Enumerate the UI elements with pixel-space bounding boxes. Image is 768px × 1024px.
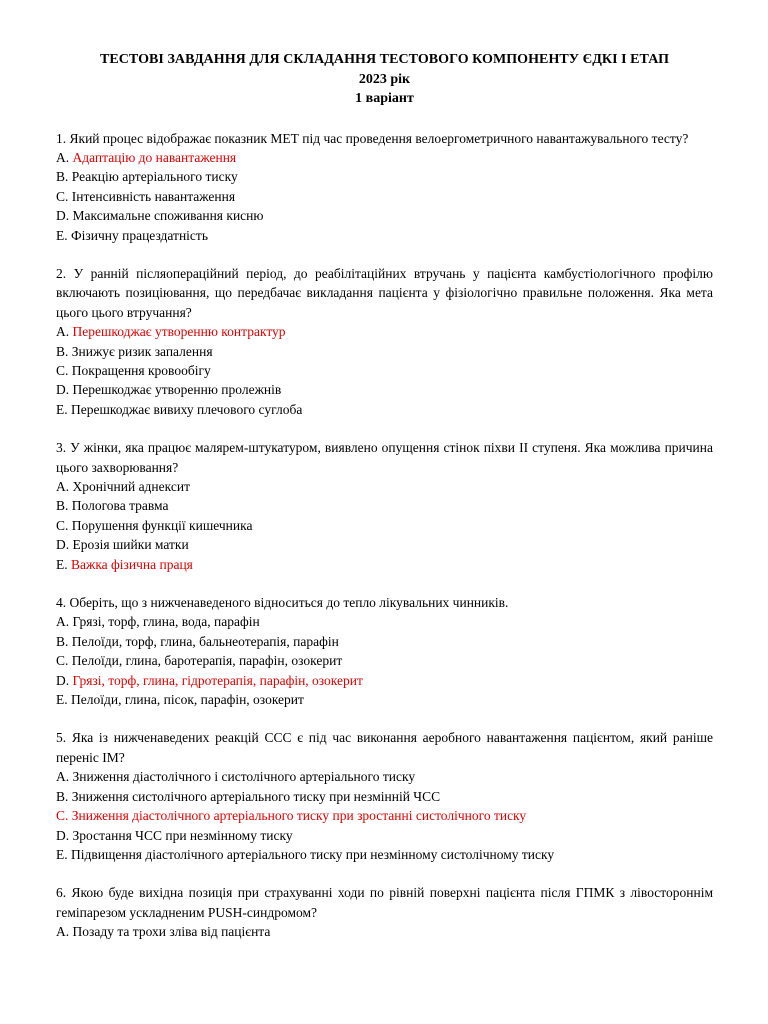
- option-letter: C.: [56, 362, 69, 378]
- option-text: Перешкоджає утворенню контрактур: [72, 324, 286, 340]
- option-text: Реакцію артеріального тиску: [71, 169, 238, 185]
- question-text: 5. Яка із нижченаведених реакцій ССС є під час виконання аеробного навантаження пацієнтом, який раніше переніс ІМ?: [56, 730, 713, 765]
- option-letter: E.: [56, 846, 68, 862]
- question-5: [56, 728, 713, 864]
- option-text: Позаду та трохи зліва від пацієнта: [72, 924, 271, 940]
- answer-option-correct: [56, 806, 713, 825]
- option-letter: B.: [56, 498, 69, 514]
- option-letter: D.: [56, 382, 70, 398]
- option-text: Ерозія шийки матки: [72, 537, 189, 553]
- question-4: [56, 593, 713, 709]
- option-letter: A.: [56, 924, 70, 940]
- question-2: [56, 264, 713, 419]
- answer-option: [56, 651, 713, 670]
- option-text: Грязі, торф, глина, вода, парафін: [72, 614, 260, 630]
- option-letter: B.: [56, 343, 69, 359]
- option-text: Пелоїди, торф, глина, бальнеотерапія, парафін: [71, 633, 339, 649]
- option-letter: A.: [56, 149, 70, 165]
- option-text: Грязі, торф, глина, гідротерапія, парафін, озокерит: [72, 672, 363, 688]
- answer-option: [56, 516, 713, 535]
- option-text: Перешкоджає утворенню пролежнів: [72, 382, 282, 398]
- option-letter: D.: [56, 672, 70, 688]
- answer-option-correct: [56, 671, 713, 690]
- answer-option: [56, 612, 713, 631]
- option-letter: B.: [56, 788, 69, 804]
- option-text: Перешкоджає вивиху плечового суглоба: [71, 401, 303, 417]
- option-letter: E.: [56, 401, 68, 417]
- option-letter: A.: [56, 769, 70, 785]
- answer-option-correct: [56, 322, 713, 341]
- option-text: Зниження діастолічного артеріального тиску при зростанні систолічного тиску: [71, 808, 527, 824]
- answer-option: [56, 922, 713, 941]
- option-letter: C.: [56, 653, 69, 669]
- option-letter: C.: [56, 517, 69, 533]
- answer-option: [56, 690, 713, 709]
- document-variant: 1 варіант: [355, 91, 414, 106]
- option-letter: A.: [56, 324, 70, 340]
- answer-option: [56, 826, 713, 845]
- option-letter: E.: [56, 227, 68, 243]
- answer-option: [56, 477, 713, 496]
- answer-option: [56, 380, 713, 399]
- answer-option: [56, 361, 713, 380]
- option-text: Зниження систолічного артеріального тиску при незмінній ЧСС: [71, 788, 441, 804]
- answer-option: [56, 787, 713, 806]
- answer-option: [56, 767, 713, 786]
- option-text: Фізичну працездатність: [71, 227, 208, 243]
- document-title: ТЕСТОВІ ЗАВДАННЯ ДЛЯ СКЛАДАННЯ ТЕСТОВОГО КОМПОНЕНТУ ЄДКІ І ЕТАП: [99, 52, 670, 67]
- option-letter: B.: [56, 169, 69, 185]
- answer-option: [56, 226, 713, 245]
- option-text: Важка фізична праця: [71, 556, 193, 572]
- option-letter: D.: [56, 537, 70, 553]
- option-text: Зниження діастолічного і систолічного артеріального тиску: [72, 769, 416, 785]
- answer-option-correct: [56, 555, 713, 574]
- answer-option: [56, 167, 713, 186]
- document-year: 2023 рік: [358, 71, 411, 87]
- answer-option-correct: [56, 148, 713, 167]
- option-text: Адаптацію до навантаження: [72, 149, 237, 165]
- option-text: Покращення кровообігу: [71, 362, 211, 378]
- question-text: 1. Який процес відображає показник МЕТ під час проведення велоергометричного навантажувального тесту?: [56, 130, 689, 146]
- option-letter: D.: [56, 827, 70, 843]
- option-letter: D.: [56, 208, 70, 224]
- question-text: 3. У жінки, яка працює малярем-штукатуром, виявлено опущення стінок піхви II ступеня. Яка можлива причина цього захворювання?: [56, 440, 713, 475]
- option-text: Пелоїди, глина, пісок, парафін, озокерит: [71, 692, 304, 708]
- test-document: [56, 50, 713, 942]
- option-text: Інтенсивність навантаження: [71, 188, 236, 204]
- option-text: Максимальне споживання кисню: [72, 208, 264, 224]
- option-text: Знижує ризик запалення: [71, 343, 213, 359]
- question-1: [56, 129, 713, 245]
- answer-option: [56, 496, 713, 515]
- option-letter: A.: [56, 614, 70, 630]
- questions-list: [56, 129, 713, 942]
- answer-option: [56, 845, 713, 864]
- question-3: [56, 438, 713, 574]
- option-letter: C.: [56, 188, 69, 204]
- option-letter: E.: [56, 556, 68, 572]
- answer-option: [56, 535, 713, 554]
- option-letter: C.: [56, 808, 69, 824]
- option-text: Хронічний аднексит: [72, 479, 190, 494]
- answer-option: [56, 187, 713, 206]
- question-text: 4. Оберіть, що з нижченаведеного відноситься до тепло лікувальних чинників.: [56, 595, 509, 611]
- option-text: Пелоїди, глина, баротерапія, парафін, озокерит: [71, 653, 343, 669]
- answer-option: [56, 342, 713, 361]
- answer-option: [56, 206, 713, 225]
- option-text: Порушення функції кишечника: [71, 517, 253, 533]
- option-letter: E.: [56, 692, 68, 708]
- question-text: 2. У ранній післяопераційний період, до реабілітаційних втручань у пацієнта камбустіологічного профілю включають позиціювання, що передбачає викладання пацієнта у фізіологічно правильне положення. Яка мета цього цього втручання?: [56, 265, 713, 320]
- answer-option: [56, 632, 713, 651]
- option-letter: A.: [56, 479, 70, 494]
- option-text: Підвищення діастолічного артеріального тиску при незмінному систолічному тиску: [71, 846, 555, 862]
- document-header: [56, 50, 713, 109]
- question-6: [56, 883, 713, 941]
- option-letter: B.: [56, 633, 69, 649]
- option-text: Зростання ЧСС при незмінному тиску: [72, 827, 293, 843]
- answer-option: [56, 400, 713, 419]
- option-text: Пологова травма: [71, 498, 169, 514]
- question-text: 6. Якою буде вихідна позиція при страхуванні ходи по рівній поверхні пацієнта після ГПМК з лівостороннім геміпарезом ускладненим PUSH-синдромом?: [56, 885, 713, 920]
